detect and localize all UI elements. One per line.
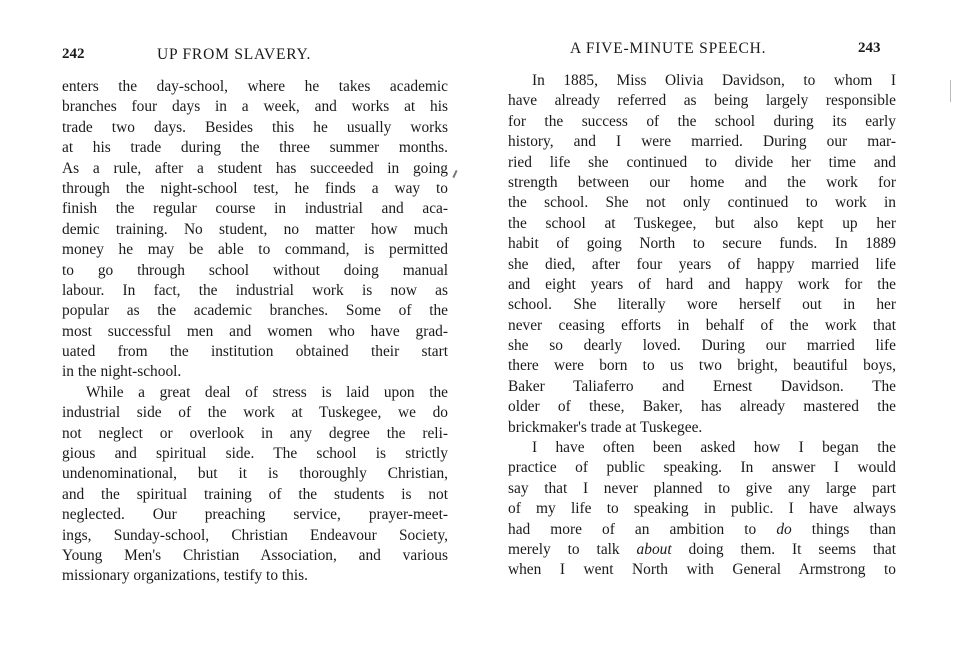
running-title: A FIVE-MINUTE SPEECH. [570, 40, 767, 57]
text-span: things than [791, 520, 896, 538]
text-line: older of these, Baker, has already mastered the [508, 398, 896, 416]
text-line: to go through school without doing manual [62, 261, 448, 279]
text-span: doing them. It seems that [671, 540, 896, 558]
text-line: say that I never planned to give any large part [508, 479, 896, 497]
text-line: practice of public speaking. In answer I would [508, 459, 896, 477]
text-line: money he may be able to command, is permitted [62, 241, 448, 259]
text-line: industrial side of the work at Tuskegee, we do [62, 404, 448, 422]
page-number: 242 [62, 46, 85, 62]
text-line: and eight years of hard and happy work for the [508, 275, 896, 293]
text-line: trade two days. Besides this he usually works [62, 118, 448, 136]
text-line: popular as the academic branches. Some of the [62, 302, 448, 320]
text-line: of my life to speaking in public. I have always [508, 500, 896, 518]
text-line: she died, after four years of happy married life [508, 255, 896, 273]
text-line: labour. In fact, the industrial work is now as [62, 281, 448, 299]
text-line: history, and I were married. During our mar- [508, 133, 896, 151]
text-line: most successful men and women who have grad- [62, 322, 448, 340]
text-line: have already referred as being largely responsible [508, 92, 896, 110]
text-line: missionary organizations, testify to this. [62, 567, 308, 585]
text-line: and the spiritual training of the students is not [62, 485, 448, 503]
text-line: demic training. No student, no matter how much [62, 220, 448, 238]
text-line: brickmaker's trade at Tuskegee. [508, 418, 703, 436]
text-line: not neglect or overlook in any degree the reli- [62, 424, 448, 442]
text-line: undenominational, but it is thoroughly Christian, [62, 465, 448, 483]
right-page [490, 0, 980, 670]
text-line: finish the regular course in industrial and aca- [62, 200, 448, 218]
text-line: ried life she continued to divide her time and [508, 153, 896, 171]
text-line: for the success of the school during its early [508, 112, 896, 130]
text-line: the school. She not only continued to work in [508, 194, 896, 212]
text-line: Young Men's Christian Association, and various [62, 546, 448, 564]
text-line: when I went North with General Armstrong to [508, 561, 896, 579]
text-line: there were born to us two bright, beautiful boys, [508, 357, 896, 375]
page-text [62, 77, 448, 587]
text-line: Baker Taliaferro and Ernest Davidson. The [508, 377, 896, 395]
italic-word: about [636, 540, 672, 558]
text-line: school. She literally wore herself out in her [508, 296, 896, 314]
text-span: had more of an ambition to [508, 520, 777, 538]
text-line: neglected. Our preaching service, prayer-meet- [62, 506, 448, 524]
text-line: the school at Tuskegee, but also kept up her [508, 214, 896, 232]
page-number: 243 [858, 40, 881, 56]
running-title: UP FROM SLAVERY. [157, 46, 312, 63]
text-line: strength between our home and the work for [508, 173, 896, 191]
text-line: branches four days in a week, and works at his [62, 98, 448, 116]
text-line: I have often been asked how I began the [532, 439, 896, 457]
text-line: gious and spiritual side. The school is strictly [62, 445, 448, 463]
text-line: enters the day-school, where he takes academic [62, 78, 448, 95]
text-line: in the night-school. [62, 363, 182, 381]
page-text [508, 71, 896, 581]
text-line: habit of going North to secure funds. In 1889 [508, 235, 896, 253]
text-line: ings, Sunday-school, Christian Endeavour Society, [62, 526, 448, 544]
text-line [508, 520, 896, 540]
text-line: In 1885, Miss Olivia Davidson, to whom I [532, 72, 896, 89]
text-line: she so dearly loved. During our married life [508, 337, 896, 355]
text-line: uated from the institution obtained their start [62, 343, 448, 361]
page-edge-mark [950, 80, 951, 102]
text-line [508, 540, 896, 560]
text-span: merely to talk [508, 540, 637, 558]
italic-word: do [776, 520, 792, 538]
text-line: never ceasing efforts in behalf of the work that [508, 316, 896, 334]
text-line: As a rule, after a student has succeeded in going [62, 159, 448, 177]
text-line: through the night-school test, he finds a way to [62, 179, 448, 197]
text-line: While a great deal of stress is laid upon the [86, 383, 448, 401]
text-line: at his trade during the three summer months. [62, 139, 448, 157]
